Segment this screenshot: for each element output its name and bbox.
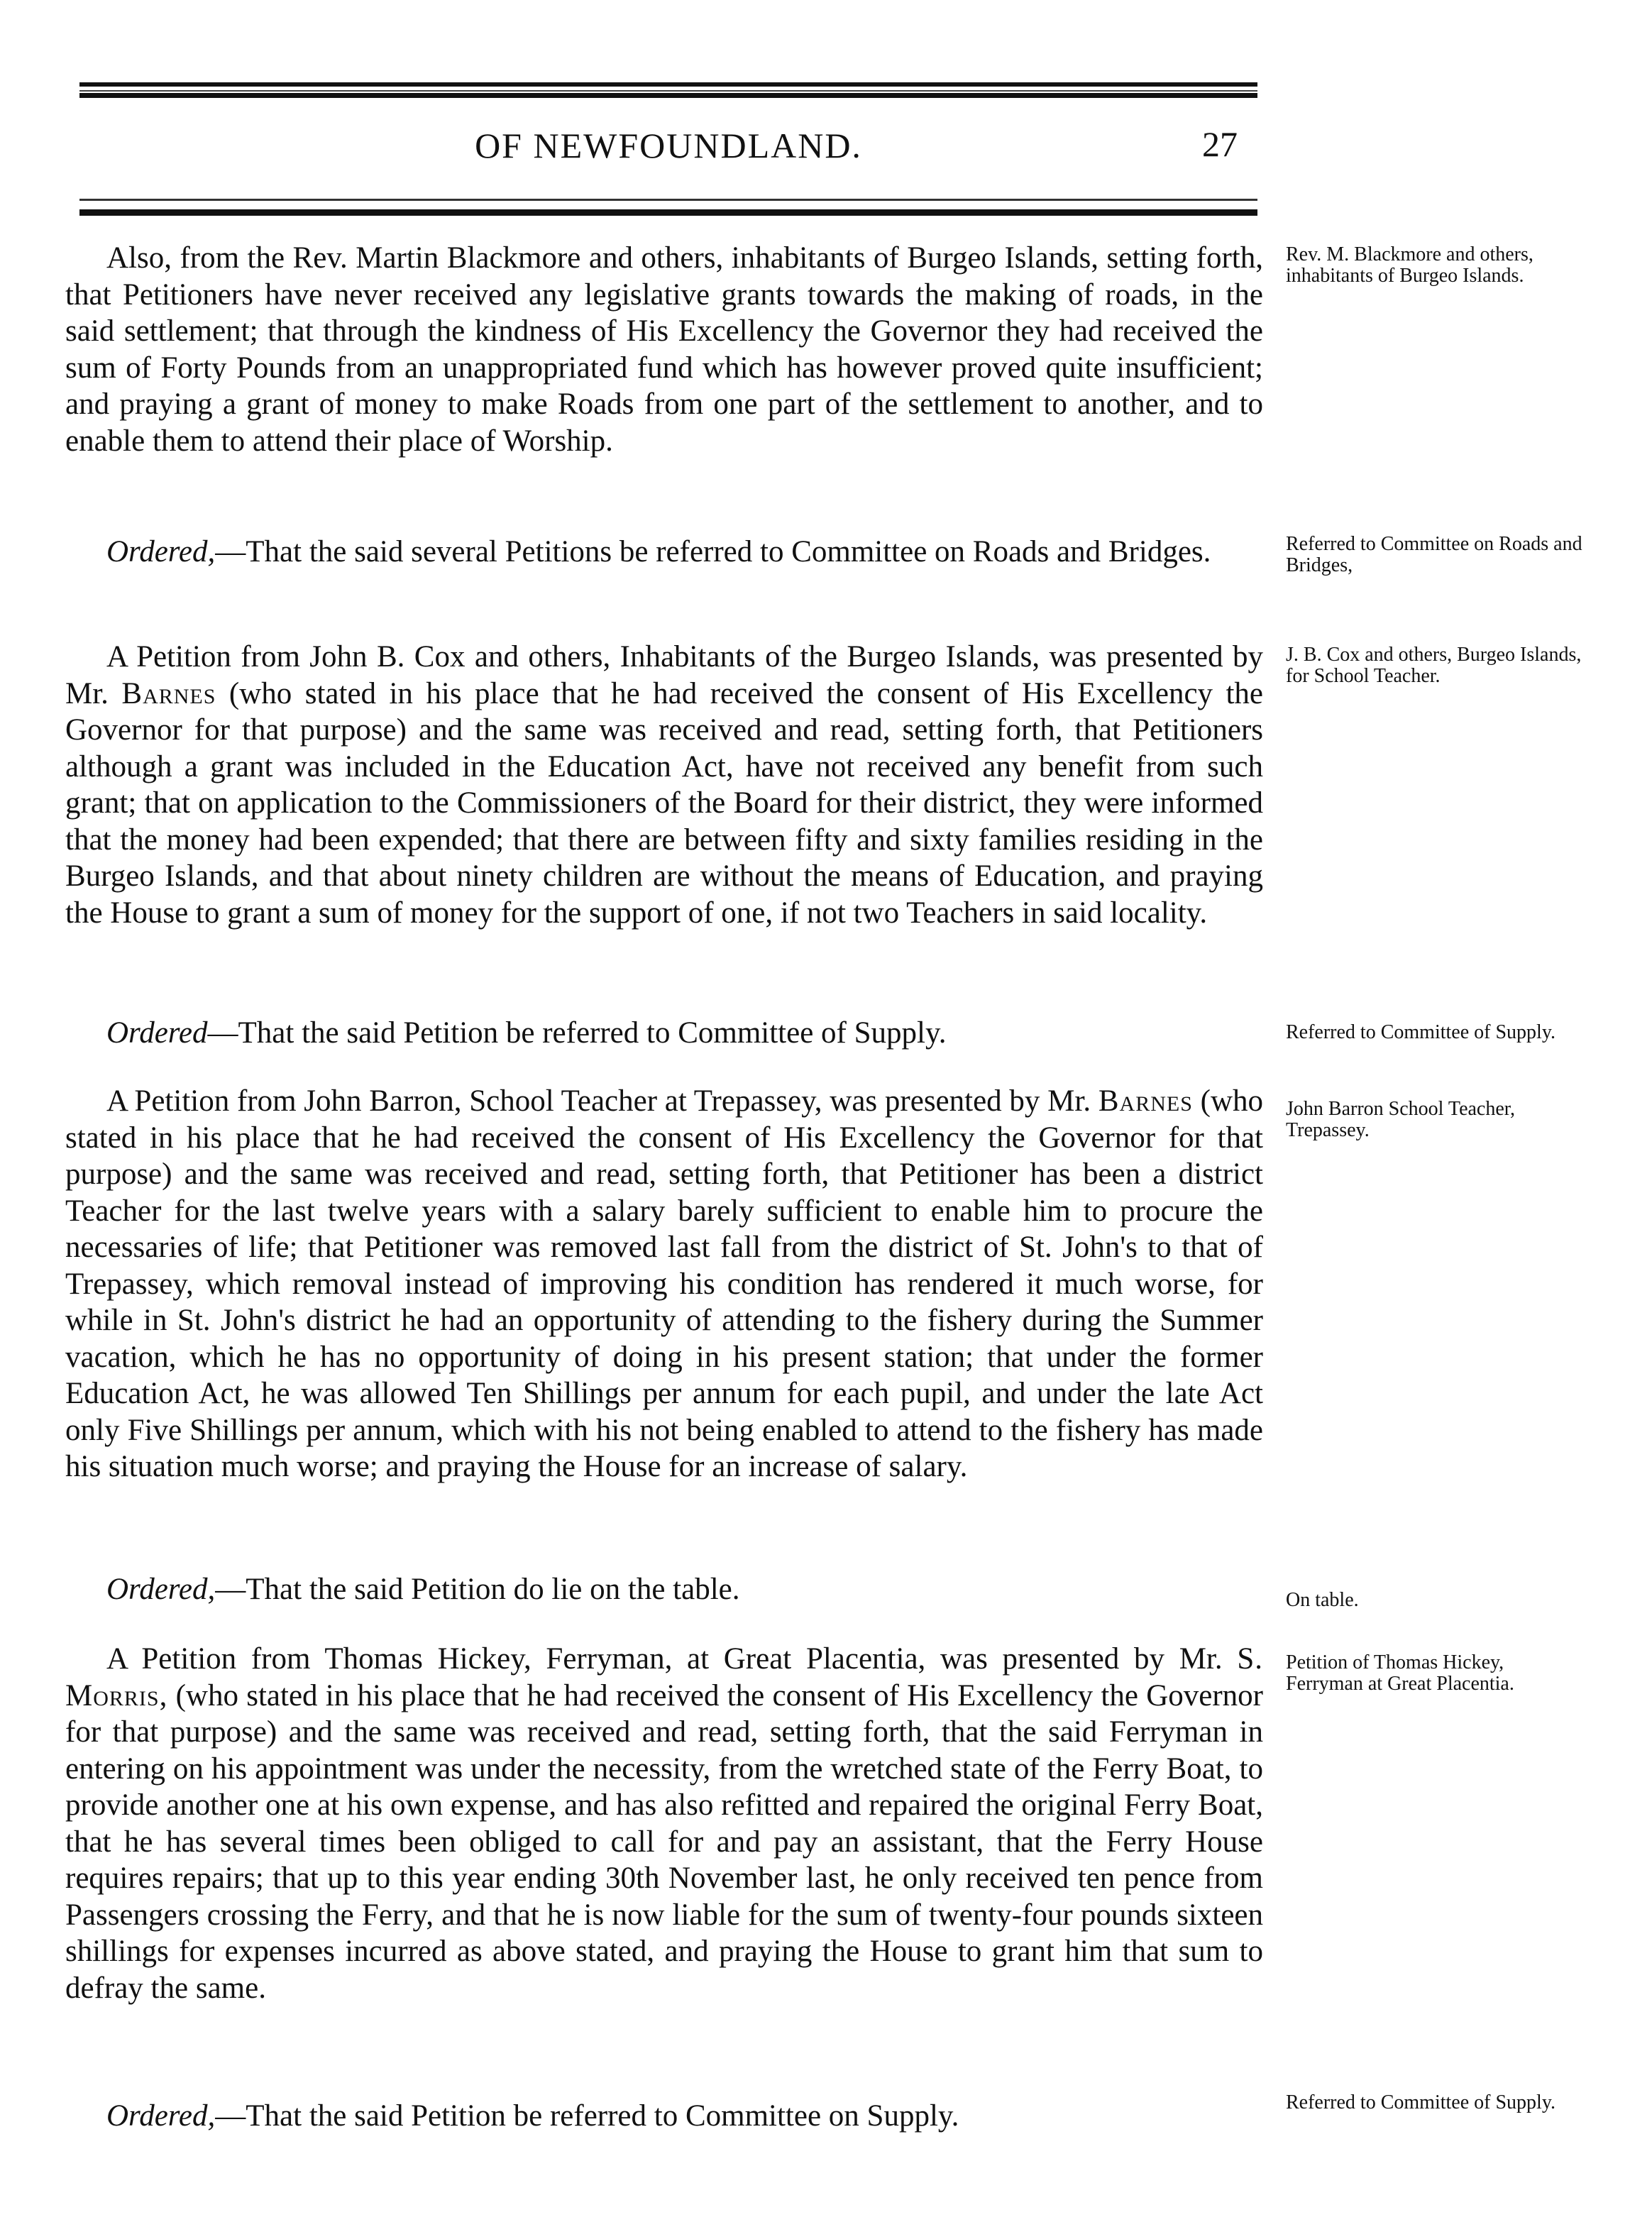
header-rule — [79, 199, 1257, 216]
page-title: OF NEWFOUNDLAND. — [475, 126, 862, 165]
top-double-rule — [79, 82, 1257, 98]
margin-note-on-table: On table. — [1286, 1589, 1359, 1611]
ordered-text: —That the said several Petitions be referred to Committee on Roads and Bridges. — [215, 535, 1211, 568]
paragraph-text-post: (who stated in his place that he had received the consent of His Excellency the Governor for that purpose) and the same was received and read, setting forth, that Petitioners although a grant was included in the Education Act, have not received any benefit from such grant; that on application to the Commissioners of the Board for their district, they were informed that the money had been expended; that there are between fifty and sixty families residing in the Burgeo Islands, and that about ninety children are without the means of Education, and praying the House to grant a sum of money for the support of one, if not two Teachers in said locality. — [65, 676, 1264, 930]
ordered-text: —That the said Petition be referred to Committee on Supply. — [215, 2099, 959, 2133]
ordered-text: —That the said Petition be referred to Committee of Supply. — [207, 1016, 947, 1050]
ordered-lie-on-table — [65, 1571, 1263, 1608]
member-name: Barnes — [121, 676, 216, 710]
paragraph-blackmore-petition — [65, 240, 1263, 459]
margin-note-blackmore: Rev. M. Blackmore and others, inhabitants of Burgeo Islands. — [1286, 243, 1533, 287]
paragraph-barron-petition — [65, 1083, 1263, 1485]
paragraph-text-post: (who stated in his place that he had received the consent of His Excellency the Governor for that purpose) and the same was received and read, setting forth, that Petitioner has been a district Teacher for the last twelve years with a salary barely sufficient to enable him to procure the necessaries of life; that Petitioner was removed last fall from the district of St. John's to that of Trepassey, which removal instead of improving his condition has rendered it much worse, for while in St. John's district he had an opportunity of attending to the fishery during the Summer vacation, which he has no opportunity of doing in his present station; that under the former Education Act, he was allowed Ten Shillings per annum for each pupil, and under the late Act only Five Shillings per annum, which with his not being enabled to attend to the fishery has made his situation much worse; and praying the House for an increase of salary. — [65, 1084, 1264, 1483]
ordered-label: Ordered, — [106, 535, 216, 568]
margin-note-roads-bridges: Referred to Committee on Roads and Bridges, — [1286, 533, 1582, 576]
ordered-label: Ordered — [106, 1016, 208, 1050]
ordered-supply-cox — [65, 1015, 1263, 1052]
margin-note-cox: J. B. Cox and others, Burgeo Islands, for School Teacher. — [1286, 644, 1582, 687]
ordered-supply-hickey — [65, 2098, 1263, 2135]
ordered-roads-bridges — [65, 534, 1263, 571]
paragraph-text-pre: A Petition from John Barron, School Teacher at Trepassey, was presented by Mr. — [106, 1084, 1091, 1118]
margin-note-hickey: Petition of Thomas Hickey, Ferryman at Great Placentia. — [1286, 1651, 1514, 1695]
member-name: Barnes — [1098, 1084, 1193, 1118]
running-head — [79, 119, 1257, 169]
paragraph-text: Also, from the Rev. Martin Blackmore and others, inhabitants of Burgeo Islands, setting forth, that Petitioners have never received any legislative grants towards the making of roads, in the said settlement; that through the kindness of His Excellency the Governor they had received the sum of Forty Pounds from an unappropriated fund which has however proved quite insufficient; and praying a grant of money to make Roads from one part of the settlement to another, and to enable them to attend their place of Worship. — [65, 241, 1263, 458]
paragraph-hickey-petition — [65, 1641, 1263, 2006]
paragraph-text-post: (who stated in his place that he had received the consent of His Excellency the Governor for that purpose) and the same was received and read, setting forth, that the said Ferryman in entering on his appointment was under the necessity, from the wretched state of the Ferry Boat, to provide another one at his own expense, and has also refitted and repaired the original Ferry Boat, that he has several times been obliged to call for and pay an assistant, that the Ferry House requires repairs; that up to this year ending 30th November last, he only received ten pence from Passengers crossing the Ferry, and that he is now liable for the sum of twenty-four pounds sixteen shillings for expenses incurred as above stated, and praying the House to grant him that sum to defray the same. — [65, 1678, 1263, 2005]
paragraph-cox-petition — [65, 639, 1263, 931]
paragraph-text-pre: A Petition from Thomas Hickey, Ferryman, at Great Placentia, was presented by Mr. — [106, 1642, 1223, 1676]
margin-note-barron: John Barron School Teacher, Trepassey. — [1286, 1098, 1515, 1141]
ordered-label: Ordered, — [106, 1573, 216, 1606]
member-name: S. Morris, — [65, 1642, 1263, 1712]
paragraph-text-pre: A Petition from John B. Cox and others, Inhabitants of the Burgeo Islands, was presented by Mr. — [65, 640, 1263, 710]
margin-note-supply-1: Referred to Committee of Supply. — [1286, 1021, 1555, 1043]
ordered-text: —That the said Petition do lie on the table. — [215, 1573, 740, 1606]
ordered-label: Ordered, — [106, 2099, 216, 2133]
page-number: 27 — [1202, 124, 1238, 164]
margin-note-supply-2: Referred to Committee of Supply. — [1286, 2091, 1555, 2113]
